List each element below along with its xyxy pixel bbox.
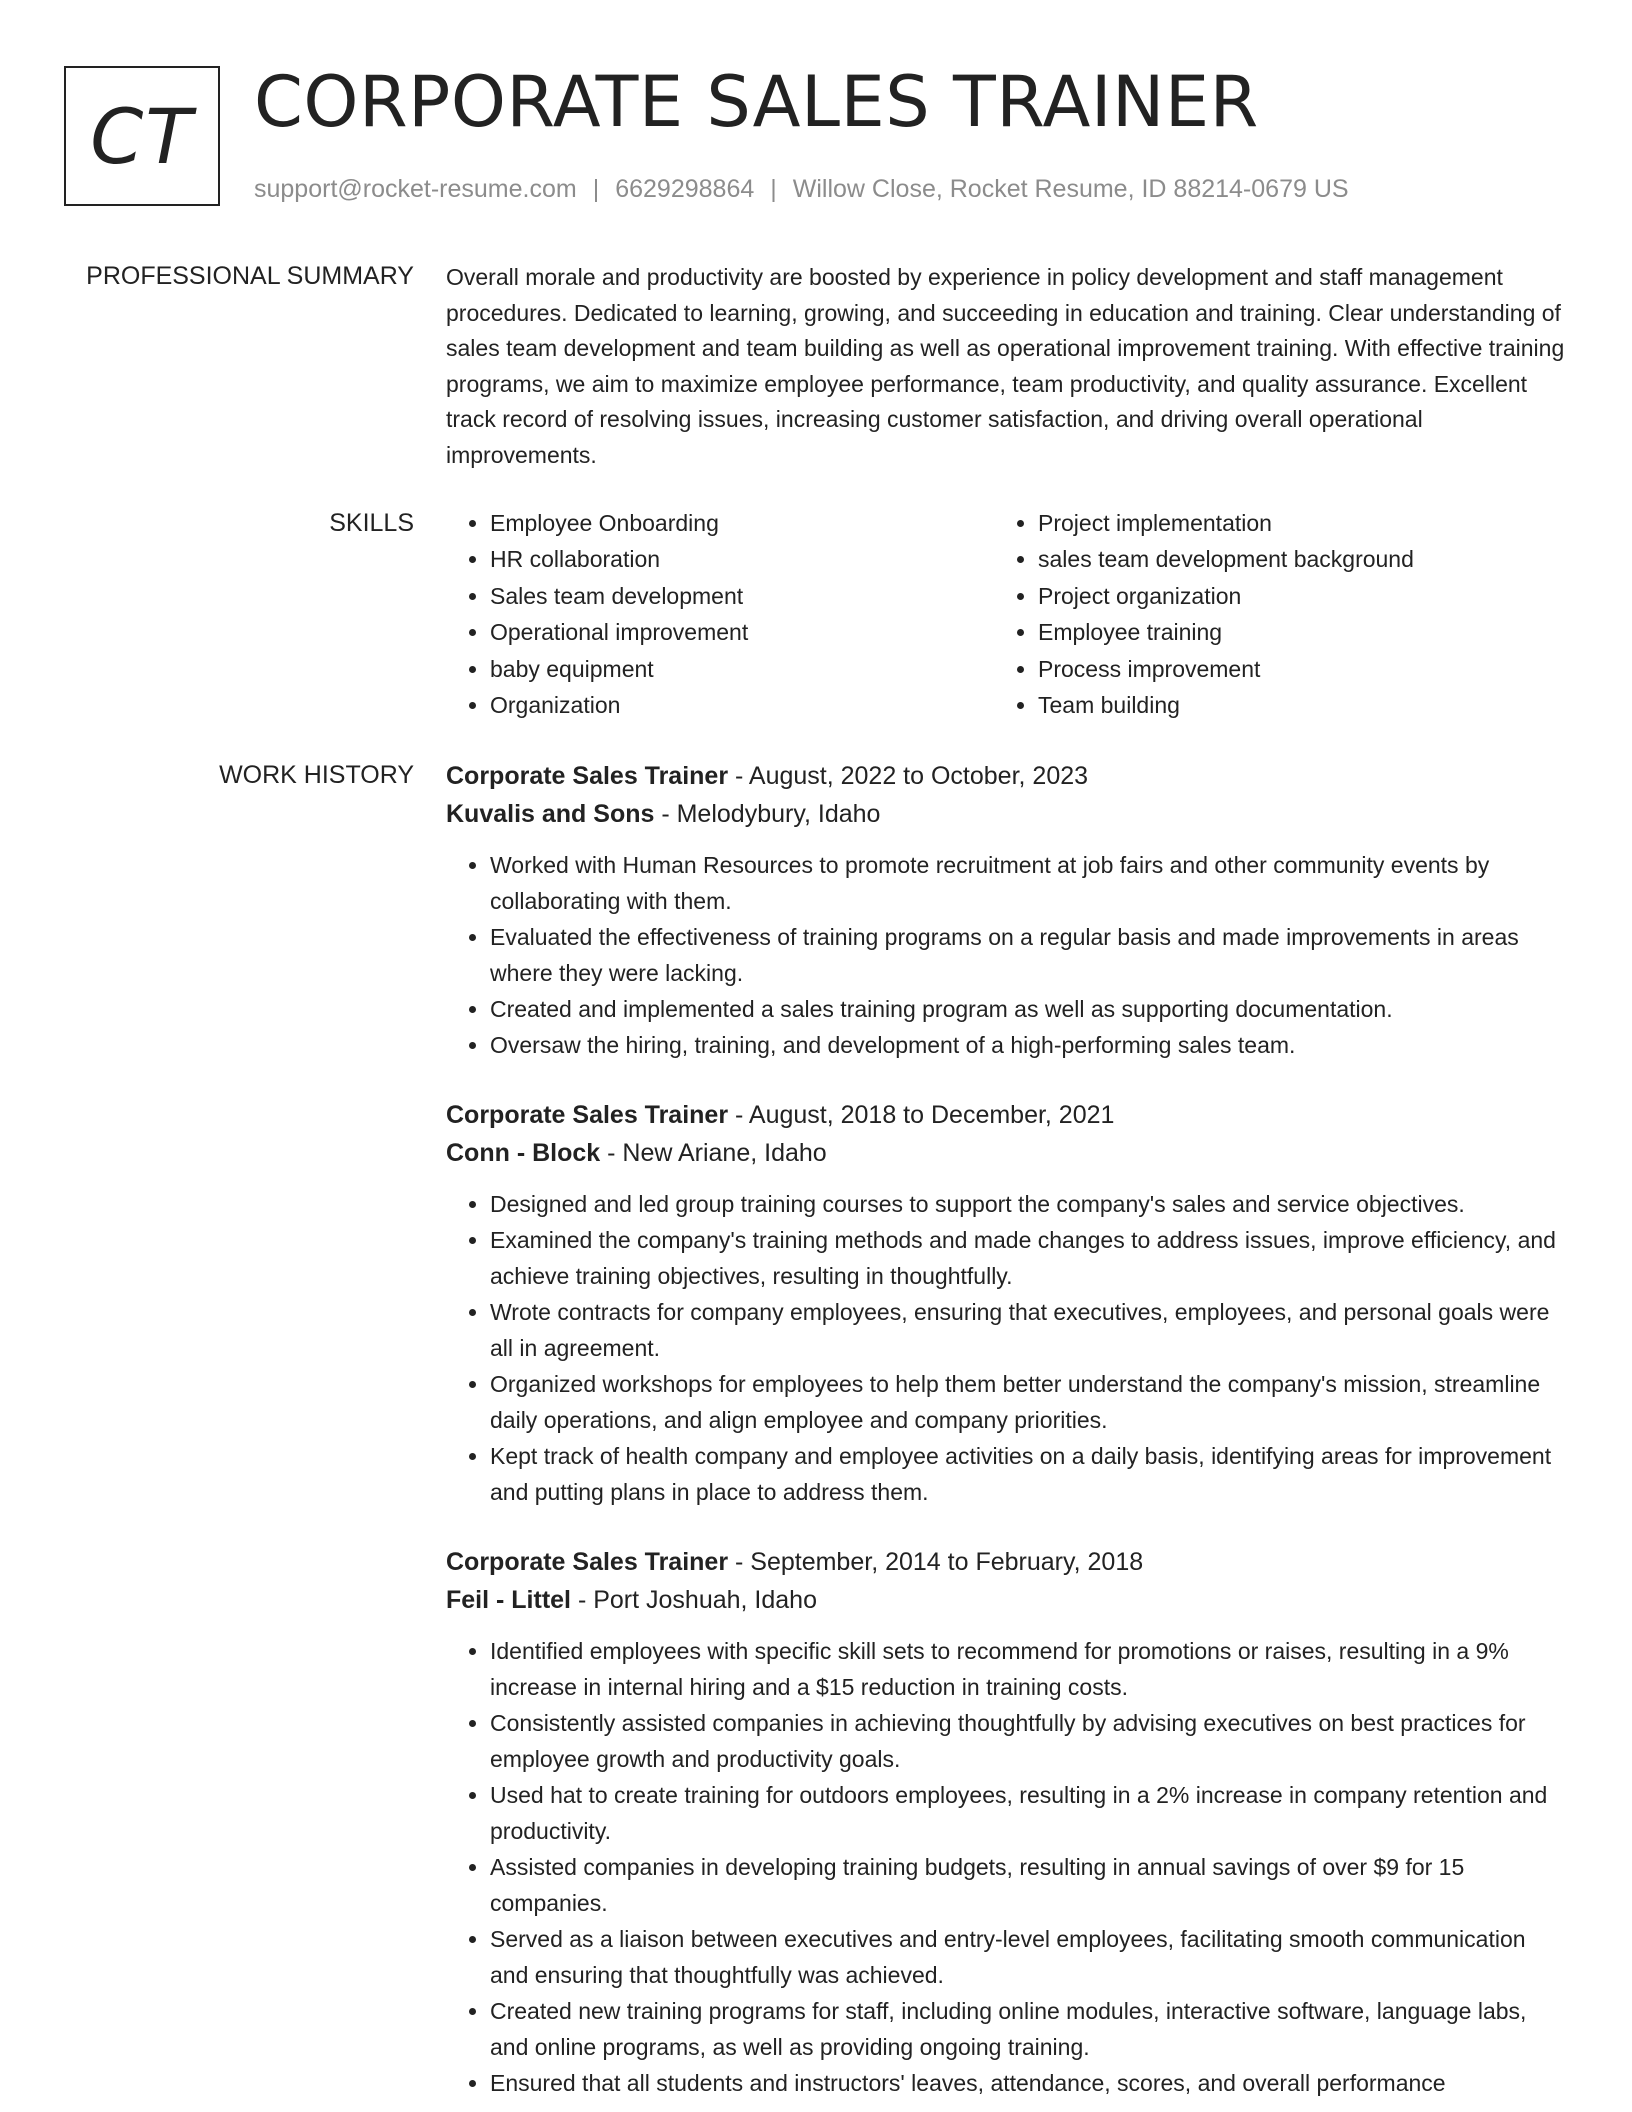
skill-item: • sales team development background [1038, 541, 1542, 577]
contact-separator: | [592, 175, 600, 203]
address-text: Willow Close, Rocket Resume, ID 88214-0679 US [792, 175, 1349, 203]
job-company-line [446, 1581, 1566, 1619]
job-bullets [446, 1633, 1566, 2101]
job-dates: - August, 2018 to December, 2021 [728, 1101, 1115, 1129]
job-bullet: • Served as a liaison between executives and entry-level employees, facilitating smooth communication and ensuring that thoughtfully was achieved. [490, 1921, 1566, 1993]
skill-item: • baby equipment [490, 651, 994, 687]
job-company-line [446, 795, 1566, 833]
job-bullet: • Created new training programs for staff, including online modules, interactive software, language labs, and online programs, as well as providing ongoing training. [490, 1993, 1566, 2065]
skills-heading: SKILLS [329, 509, 414, 537]
job-bullet: • Used hat to create training for outdoors employees, resulting in a 2% increase in company retention and productivity. [490, 1777, 1566, 1849]
skill-item: • Organization [490, 687, 994, 723]
contact-separator: | [770, 175, 777, 203]
job-bullet: • Identified employees with specific skill sets to recommend for promotions or raises, resulting in a 9% increase in internal hiring and a $15 reduction in training costs. [490, 1633, 1566, 1705]
skills-list-left [446, 505, 994, 723]
job-location: - Melodybury, Idaho [654, 800, 881, 828]
job-bullet: • Ensured that all students and instructors' leaves, attendance, scores, and overall performance [490, 2065, 1566, 2101]
job-bullet: • Assisted companies in developing training budgets, resulting in annual savings of over $9 for 15 companies. [490, 1849, 1566, 1921]
job-role: Corporate Sales Trainer [446, 1101, 729, 1129]
job-title-line [446, 1543, 1566, 1581]
job-bullet: • Organized workshops for employees to help them better understand the company's mission, streamline daily operations, and align employee and company priorities. [490, 1366, 1566, 1438]
job-role: Corporate Sales Trainer [446, 762, 729, 790]
job-entry [446, 757, 1566, 1063]
skills-list-right [994, 505, 1542, 723]
job-company: Feil - Littel [446, 1586, 571, 1614]
skill-item: • Project organization [1038, 578, 1542, 614]
skill-item: • Project implementation [1038, 505, 1542, 541]
job-company-line [446, 1134, 1566, 1172]
job-company: Kuvalis and Sons [446, 800, 655, 828]
skill-item: • Employee training [1038, 614, 1542, 650]
job-bullets [446, 1186, 1566, 1510]
job-role: Corporate Sales Trainer [446, 1548, 729, 1576]
skill-item: • Process improvement [1038, 651, 1542, 687]
job-bullet: • Kept track of health company and employee activities on a daily basis, identifying areas for improvement and putting plans in place to address them. [490, 1438, 1566, 1510]
job-company: Conn - Block [446, 1139, 601, 1167]
skill-item: • Team building [1038, 687, 1542, 723]
job-entry [446, 1543, 1566, 2101]
job-bullet: • Worked with Human Resources to promote recruitment at job fairs and other community events by collaborating with them. [490, 847, 1566, 919]
job-entry [446, 1096, 1566, 1510]
job-dates: - September, 2014 to February, 2018 [728, 1548, 1144, 1576]
summary-text: Overall morale and productivity are boosted by experience in policy development and staff management procedures. Dedicated to learning, growing, and succeeding in education and training. Clear understanding of sales team development and team building as well as operational improvement training. With effective training programs, we aim to maximize employee performance, team productivity, and quality assurance. Excellent track record of resolving issues, increasing customer satisfaction, and driving overall operational improvements. [446, 264, 1565, 468]
skill-item: • Operational improvement [490, 614, 994, 650]
job-bullets [446, 847, 1566, 1063]
contact-line [254, 172, 1349, 206]
job-bullet: • Consistently assisted companies in achieving thoughtfully by advising executives on best practices for employee growth and productivity goals. [490, 1705, 1566, 1777]
job-dates: - August, 2022 to October, 2023 [728, 762, 1089, 790]
skill-item: • Employee Onboarding [490, 505, 994, 541]
skills-body [446, 505, 1566, 723]
job-location: - Port Joshuah, Idaho [571, 1586, 817, 1614]
skills-columns [446, 505, 1566, 723]
summary-heading: PROFESSIONAL SUMMARY [86, 262, 414, 290]
job-title-line [446, 1096, 1566, 1134]
job-location: - New Ariane, Idaho [600, 1139, 827, 1167]
job-bullet: • Designed and led group training courses to support the company's sales and service objectives. [490, 1186, 1566, 1222]
work-history-heading: WORK HISTORY [219, 761, 414, 789]
skill-item: • Sales team development [490, 578, 994, 614]
job-bullet: • Examined the company's training methods and made changes to address issues, improve efficiency, and achieve training objectives, resulting in thoughtfully. [490, 1222, 1566, 1294]
email-text: support@rocket-resume.com [254, 175, 577, 203]
skill-item: • HR collaboration [490, 541, 994, 577]
monogram-badge: CT [64, 66, 220, 206]
page-title: CORPORATE SALES TRAINER [254, 61, 1259, 143]
job-title-line [446, 757, 1566, 795]
job-bullet: • Evaluated the effectiveness of training programs on a regular basis and made improvements in areas where they were lacking. [490, 919, 1566, 991]
work-history-body [446, 757, 1566, 2101]
summary-body [446, 260, 1566, 474]
job-bullet: • Wrote contracts for company employees, ensuring that executives, employees, and personal goals were all in agreement. [490, 1294, 1566, 1366]
phone-text: 6629298864 [615, 175, 755, 203]
job-bullet: • Oversaw the hiring, training, and development of a high-performing sales team. [490, 1027, 1566, 1063]
job-bullet: • Created and implemented a sales training program as well as supporting documentation. [490, 991, 1566, 1027]
